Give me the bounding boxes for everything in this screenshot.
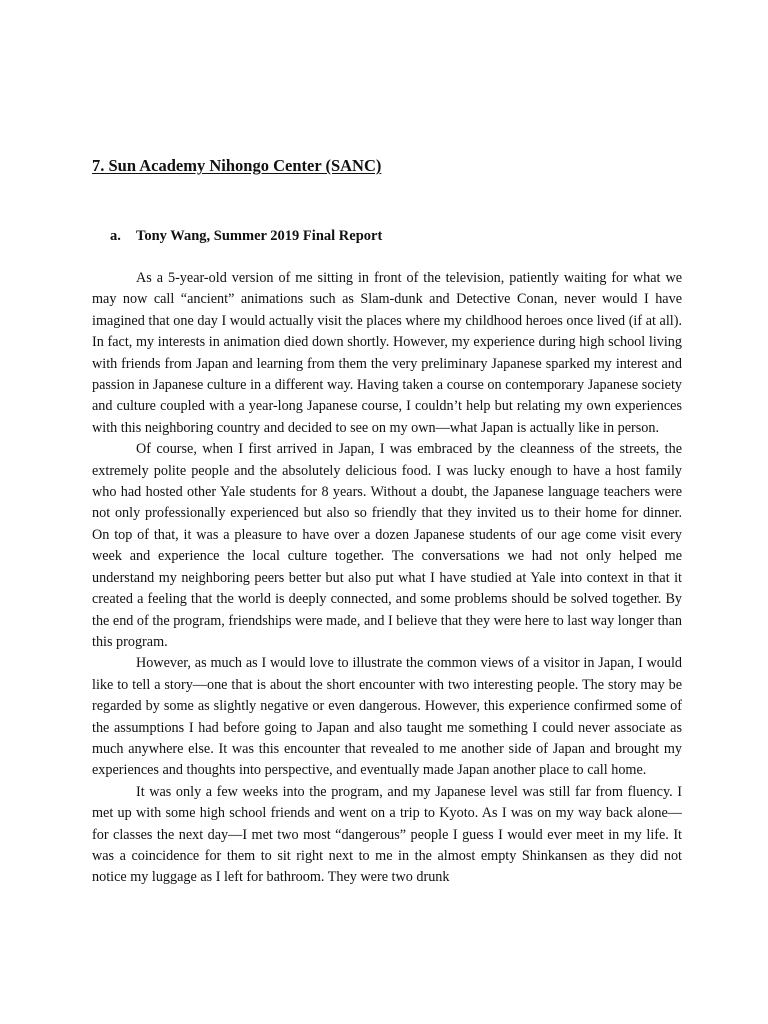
list-marker: a. bbox=[110, 228, 121, 244]
report-body bbox=[92, 268, 682, 889]
paragraph-3: However, as much as I would love to illustrate the common views of a visitor in Japan, I would like to tell a story—one that is about the short encounter with two interesting people. The story may be regarded by some as slightly negative or even dangerous. However, this experience confirmed some of the assumptions I had before going to Japan and also taught me something I could never associate as much anywhere else. It was this encounter that revealed to me another side of Japan and brought my experiences and thoughts into perspective, and eventually made Japan another place to call home. bbox=[92, 655, 682, 779]
subsection-title: Tony Wang, Summer 2019 Final Report bbox=[136, 228, 383, 244]
paragraph-4: It was only a few weeks into the program, and my Japanese level was still far from fluency. I met up with some high school friends and went on a trip to Kyoto. As I was on my way back alone—for classes the next day—I met two most “dangerous” people I guess I would ever meet in my life. It was a coincidence for them to sit right next to me in the almost empty Shinkansen as they did not notice my luggage as I left for bathroom. They were two drunk bbox=[92, 783, 682, 886]
paragraph-1: As a 5-year-old version of me sitting in front of the television, patiently waiting for what we may now call “ancient” animations such as Slam-dunk and Detective Conan, never would I have imagined that one day I would actually visit the places where my childhood heroes once lived (if at all). In fact, my interests in animation died down shortly. However, my experience during high school living with friends from Japan and learning from them the very preliminary Japanese sparked my interest and passion in Japanese culture in a different way. Having taken a course on contemporary Japanese society and culture coupled with a year-long Japanese course, I couldn’t help but relating my own experiences with this neighboring country and decided to see on my own—what Japan is actually like in person. bbox=[92, 270, 682, 436]
section-heading: 7. Sun Academy Nihongo Center (SANC) bbox=[92, 156, 382, 175]
paragraph-2: Of course, when I first arrived in Japan, I was embraced by the cleanness of the streets, the extremely polite people and the absolutely delicious food. I was lucky enough to have a host family who had hosted other Yale students for 8 years. Without a doubt, the Japanese language teachers were not only professionally experienced but also so friendly that they invited us to their home for dinner. On top of that, it was a pleasure to have over a dozen Japanese students of our age come visit every week and experience the local culture together. The conversations we had not only helped me understand my neighboring peers better but also put what I have studied at Yale into context in that it created a feeling that the world is deeply connected, and some problems should be solved together. By the end of the program, friendships were made, and I believe that they were here to last way longer than this program. bbox=[92, 441, 682, 650]
subsection-heading bbox=[110, 228, 382, 245]
